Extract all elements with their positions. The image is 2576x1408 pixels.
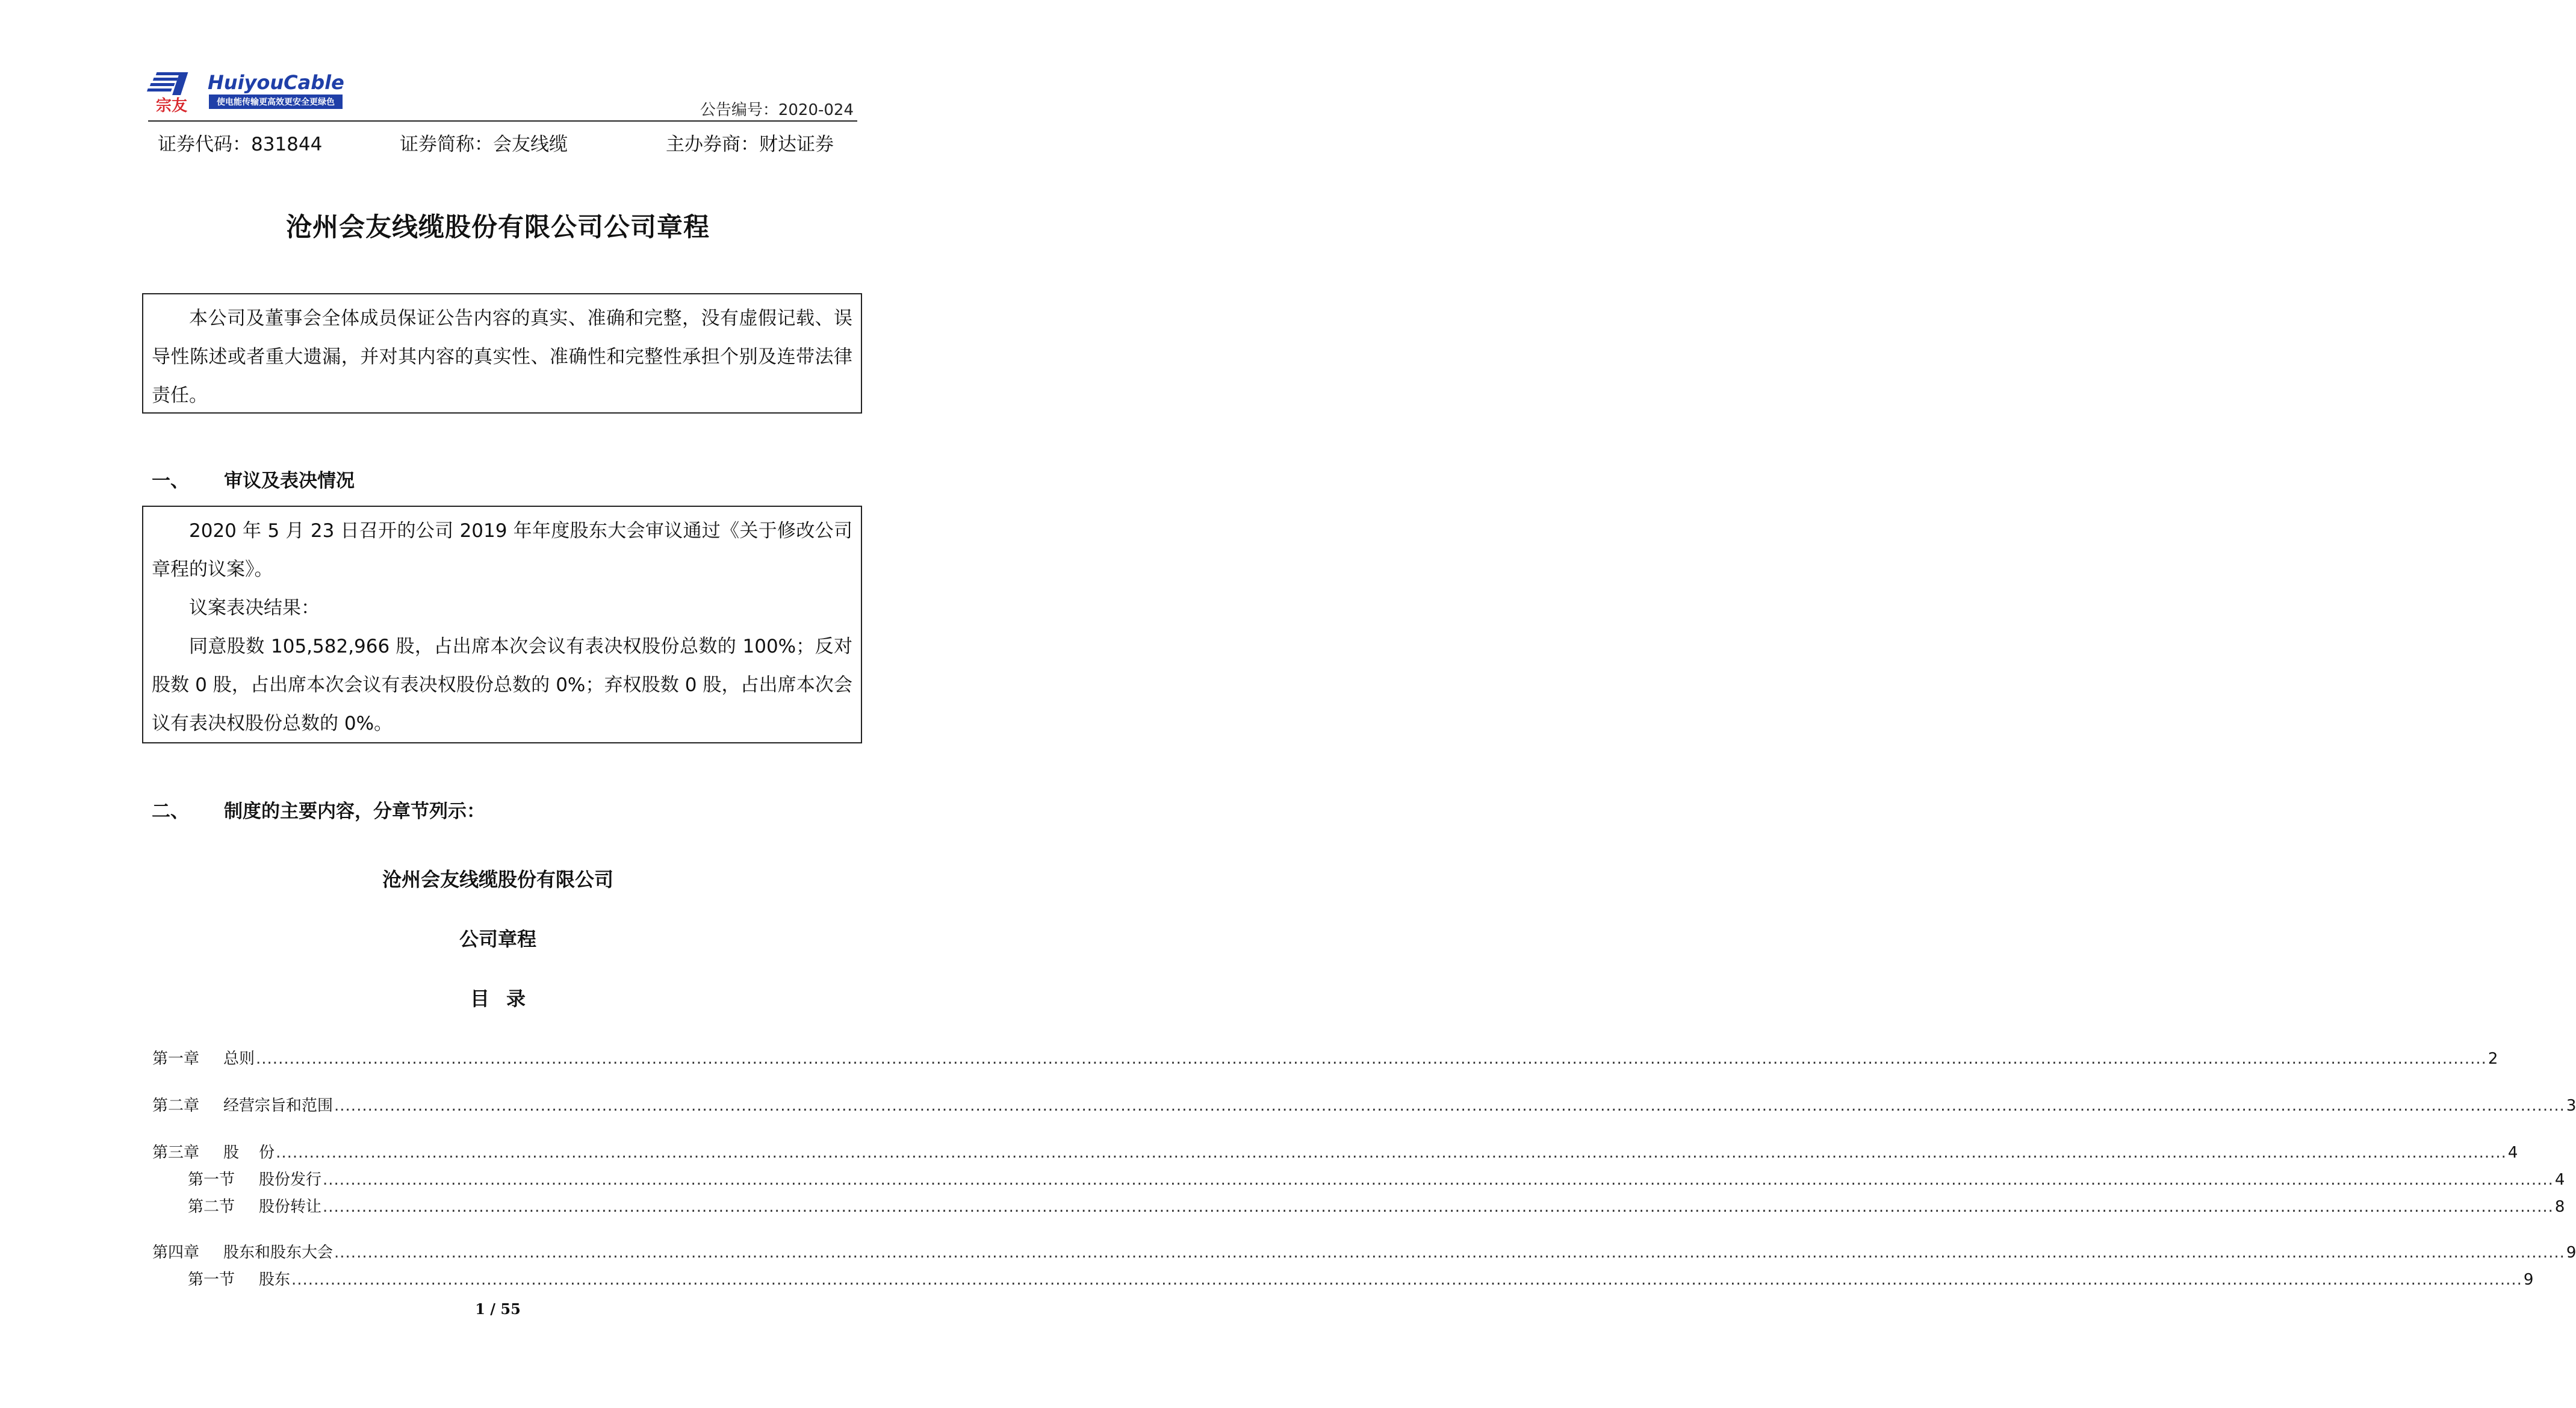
toc-entry-title: 股份转让 bbox=[259, 1198, 322, 1216]
toc-section: 第二节 bbox=[188, 1198, 235, 1216]
voting-result-label: 议案表决结果： bbox=[189, 597, 320, 619]
toc-chapter: 第四章 bbox=[152, 1244, 200, 1262]
logo-brand-text: HuiyouCable bbox=[208, 71, 344, 94]
toc-entry-title: 股份发行 bbox=[259, 1171, 322, 1189]
toc-page-number: 4 bbox=[2507, 1144, 2518, 1162]
meeting-paragraph: 2020 年 5 月 23 日召开的公司 2019 年年度股东大会审议通过《关于修改公司章程的议案》。 bbox=[152, 520, 852, 580]
company-logo-graphic bbox=[154, 67, 346, 114]
toc-chapter: 第三章 bbox=[152, 1144, 200, 1162]
toc-leader-dots: ................................................................................................................................................................................................................................................................................................................................................................................................................ bbox=[334, 1244, 2565, 1262]
page-title: 沧州会友线缆股份有限公司公司章程 bbox=[286, 212, 710, 243]
toc-entry[interactable] bbox=[188, 1167, 2565, 1189]
toc-page-number: 9 bbox=[2523, 1271, 2534, 1289]
toc-entry[interactable] bbox=[152, 1240, 2576, 1262]
company-logo bbox=[154, 67, 346, 114]
toc-leader-dots: ................................................................................................................................................................................................................................................................................................................................................................................................................ bbox=[256, 1050, 2487, 1068]
toc-page-number: 2 bbox=[2488, 1050, 2498, 1068]
toc-entry-title: 总则 bbox=[223, 1050, 255, 1068]
logo-chinese-text: 宗友 bbox=[156, 97, 188, 115]
toc-entry[interactable] bbox=[152, 1093, 2576, 1115]
stock-name: 证券简称：会友线缆 bbox=[400, 134, 568, 155]
toc-leader-dots: ................................................................................................................................................................................................................................................................................................................................................................................................................ bbox=[323, 1198, 2554, 1216]
toc-section: 第一节 bbox=[188, 1271, 235, 1289]
section2-number: 二、 bbox=[152, 801, 189, 822]
toc-page-number: 3 bbox=[2566, 1097, 2576, 1115]
section2-title: 制度的主要内容，分章节列示： bbox=[224, 801, 485, 822]
toc-entry[interactable] bbox=[152, 1140, 2518, 1162]
toc-page-number: 9 bbox=[2566, 1244, 2576, 1262]
voting-result-detail: 同意股数 105,582,966 股，占出席本次会议有表决权股份总数的 100%；反对股数 0 股，占出席本次会议有表决权股份总数的 0%；弃权股数 0 股，占出席本次会议有表决权股份总数的 0%。 bbox=[152, 636, 852, 734]
toc-chapter: 第一章 bbox=[152, 1050, 200, 1068]
voting-result-box bbox=[142, 506, 862, 743]
toc-entry[interactable] bbox=[188, 1267, 2534, 1289]
toc-entry-title: 经营宗旨和范围 bbox=[223, 1097, 334, 1115]
toc-entry[interactable] bbox=[152, 1046, 2498, 1068]
notice-box bbox=[142, 293, 862, 414]
logo-slogan: 使电能传输更高效更安全更绿色 bbox=[217, 98, 335, 107]
toc-section: 第一节 bbox=[188, 1171, 235, 1189]
toc-page-number: 4 bbox=[2554, 1171, 2565, 1189]
doc-number: 公告编号：2020-024 bbox=[700, 101, 854, 119]
stock-code: 证券代码：831844 bbox=[158, 134, 323, 155]
section1-title: 审议及表决情况 bbox=[224, 470, 355, 492]
toc-entry-title: 股 份 bbox=[223, 1144, 275, 1162]
broker: 主办券商：财达证券 bbox=[666, 134, 834, 155]
toc-leader-dots: ................................................................................................................................................................................................................................................................................................................................................................................................................ bbox=[291, 1271, 2522, 1289]
header-divider bbox=[148, 120, 857, 122]
company-name-heading: 沧州会友线缆股份有限公司 bbox=[382, 868, 613, 891]
toc-entry-title: 股东 bbox=[259, 1271, 291, 1289]
notice-text: 本公司及董事会全体成员保证公告内容的真实、准确和完整，没有虚假记载、误导性陈述或者重大遗漏，并对其内容的真实性、准确性和完整性承担个别及连带法律责任。 bbox=[152, 308, 852, 406]
toc-leader-dots: ................................................................................................................................................................................................................................................................................................................................................................................................................ bbox=[334, 1097, 2565, 1115]
toc-entry[interactable] bbox=[188, 1194, 2565, 1217]
toc-page-number: 8 bbox=[2554, 1198, 2565, 1216]
toc-chapter: 第二章 bbox=[152, 1097, 200, 1115]
charter-title: 公司章程 bbox=[459, 928, 536, 951]
toc-leader-dots: ................................................................................................................................................................................................................................................................................................................................................................................................................ bbox=[323, 1171, 2554, 1189]
toc-entry-title: 股东和股东大会 bbox=[223, 1244, 334, 1262]
section1-number: 一、 bbox=[152, 470, 189, 492]
toc-leader-dots: ................................................................................................................................................................................................................................................................................................................................................................................................................ bbox=[276, 1144, 2507, 1162]
toc-title: 目录 bbox=[470, 987, 542, 1010]
page-indicator: 1 / 55 bbox=[475, 1300, 521, 1318]
